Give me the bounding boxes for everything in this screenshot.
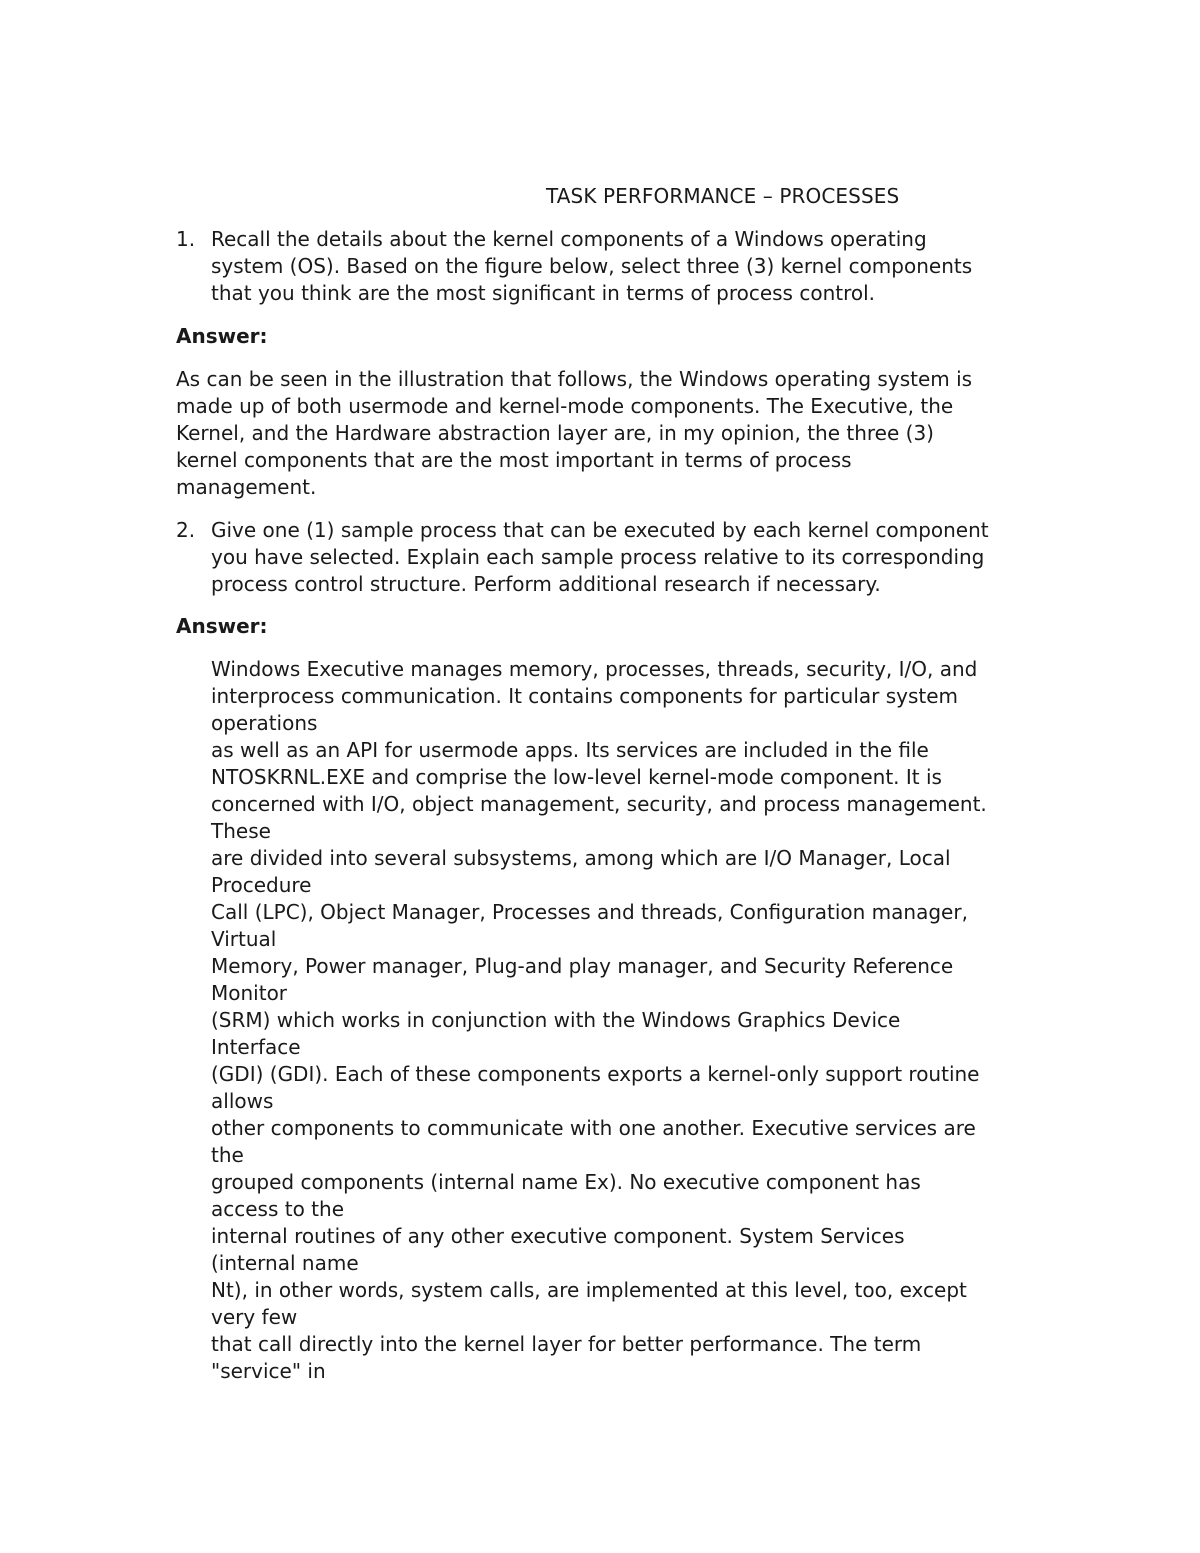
answer-2-line: are divided into several subsystems, among which are I/O Manager, Local: [211, 846, 951, 870]
answer-2-line: other components to communicate with one another. Executive services are: [211, 1116, 976, 1140]
answer-2-line: (GDI) (GDI). Each of these components exports a kernel-only support routine: [211, 1062, 980, 1086]
question-1-line: system (OS). Based on the figure below, select three (3) kernel components: [211, 254, 973, 278]
question-1: [176, 226, 1076, 307]
answer-1-line: Kernel, and the Hardware abstraction layer are, in my opinion, the three (3): [176, 421, 934, 445]
answer-2-line: concerned with I/O, object management, security, and process management.: [211, 792, 987, 816]
answer-1-line: management.: [176, 475, 317, 499]
answer-2-line: Windows Executive manages memory, processes, threads, security, I/O, and: [211, 657, 978, 681]
answer-2-line: Virtual: [211, 927, 277, 951]
answer-2-line: operations: [211, 711, 318, 735]
answer-2-line: grouped components (internal name Ex). No executive component has: [211, 1170, 921, 1194]
answer-2-line: (internal name: [211, 1251, 359, 1275]
answer-1-line: As can be seen in the illustration that follows, the Windows operating system is: [176, 367, 973, 391]
answer-2-line: the: [211, 1143, 244, 1167]
answer-2-line: that call directly into the kernel layer for better performance. The term: [211, 1332, 922, 1356]
answer-2-line: (SRM) which works in conjunction with the Windows Graphics Device: [211, 1008, 901, 1032]
question-1-line: Recall the details about the kernel components of a Windows operating: [211, 227, 927, 251]
answer-2-paragraph: [211, 656, 987, 1385]
question-1-number: 1.: [176, 227, 196, 251]
answer-2-line: very few: [211, 1305, 298, 1329]
question-2-line: you have selected. Explain each sample process relative to its corresponding: [211, 545, 985, 569]
answer-2-line: Nt), in other words, system calls, are implemented at this level, too, except: [211, 1278, 967, 1302]
answer-2-label: Answer:: [176, 614, 268, 638]
question-1-line: that you think are the most significant in terms of process control.: [211, 281, 876, 305]
answer-2-line: internal routines of any other executive component. System Services: [211, 1224, 905, 1248]
question-2-line: process control structure. Perform additional research if necessary.: [211, 572, 881, 596]
answer-1-line: made up of both usermode and kernel-mode components. The Executive, the: [176, 394, 954, 418]
answer-2-line: interprocess communication. It contains components for particular system: [211, 684, 959, 708]
answer-1-label: Answer:: [176, 324, 268, 348]
document-title: TASK PERFORMANCE – PROCESSES: [546, 184, 900, 208]
answer-1-paragraph: [176, 366, 972, 501]
answer-2-line: NTOSKRNL.EXE and comprise the low-level kernel-mode component. It is: [211, 765, 942, 789]
answer-2-line: Monitor: [211, 981, 288, 1005]
answer-2-line: Interface: [211, 1035, 301, 1059]
answer-2-line: as well as an API for usermode apps. Its services are included in the file: [211, 738, 929, 762]
answer-2-line: allows: [211, 1089, 274, 1113]
question-2: [176, 517, 1076, 598]
answer-2-line: Call (LPC), Object Manager, Processes and threads, Configuration manager,: [211, 900, 968, 924]
answer-2-line: "service" in: [211, 1359, 326, 1383]
answer-2-line: access to the: [211, 1197, 345, 1221]
answer-2-line: Memory, Power manager, Plug-and play manager, and Security Reference: [211, 954, 954, 978]
answer-2-line: These: [211, 819, 271, 843]
question-2-line: Give one (1) sample process that can be executed by each kernel component: [211, 518, 989, 542]
question-2-number: 2.: [176, 518, 196, 542]
answer-1-line: kernel components that are the most important in terms of process: [176, 448, 852, 472]
answer-2-line: Procedure: [211, 873, 312, 897]
